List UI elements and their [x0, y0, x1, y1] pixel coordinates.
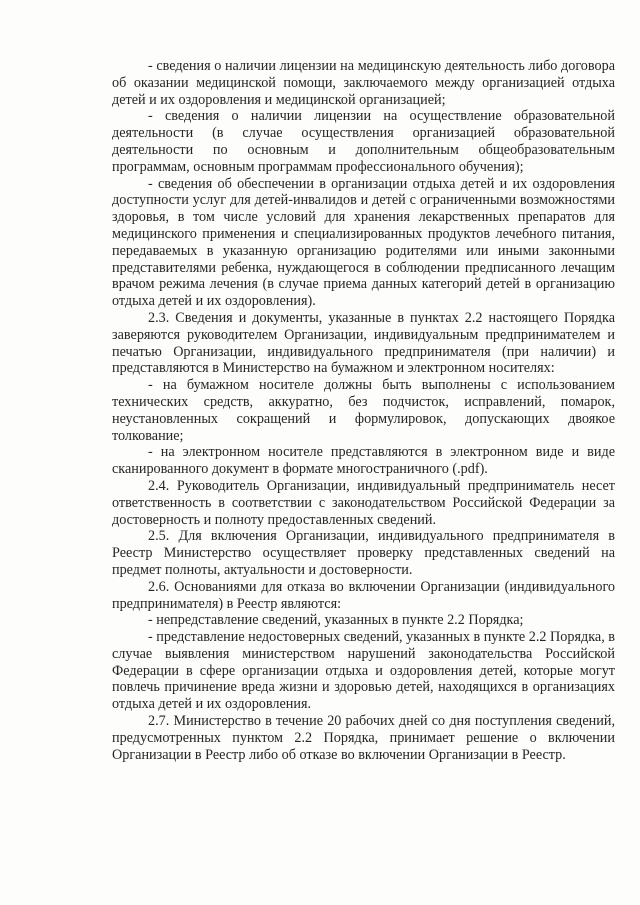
- paragraph-medical-license: - сведения о наличии лицензии на медицинскую деятельность либо договора об оказании медицинской помощи, заключаемого между организацией отдыха детей и их оздоровления и медицинской организацией;: [112, 58, 615, 108]
- paragraph-refusal-reason-1: - непредставление сведений, указанных в пункте 2.2 Порядка;: [148, 612, 524, 629]
- paragraph-section-2-5: 2.5. Для включения Организации, индивидуального предпринимателя в Реестр Министерство осуществляет проверку представленных сведений на предмет полноты, актуальности и достоверности.: [112, 528, 615, 578]
- paragraph-electronic-carrier: - на электронном носителе представляются в электронном виде и виде сканированного документ в формате многостраничного (.pdf).: [112, 444, 615, 478]
- paragraph-section-2-7: 2.7. Министерство в течение 20 рабочих дней со дня поступления сведений, предусмотренных пунктом 2.2 Порядка, принимает решение о включении Организации в Реестр либо об отказе во включении Организации в Реестр.: [112, 713, 615, 763]
- paragraph-education-license: - сведения о наличии лицензии на осуществление образовательной деятельности (в случае осуществления организацией образовательной деятельности по основным и дополнительным общеобразовательным программам, основным программам профессионального обучения);: [112, 108, 615, 175]
- paragraph-refusal-reason-2: - представление недостоверных сведений, указанных в пункте 2.2 Порядка, в случае выявления министерством нарушений законодательства Российской Федерации в сфере организации отдыха и оздоровления детей, которые могут повлечь причинение вреда жизни и здоровью детей, находящихся в организациях отдыха детей и их оздоровления.: [112, 629, 615, 713]
- document-body: [112, 58, 615, 763]
- paragraph-section-2-4: 2.4. Руководитель Организации, индивидуальный предприниматель несет ответственность в соответствии с законодательством Российской Федерации за достоверность и полноту предоставленных сведений.: [112, 477, 615, 528]
- paragraph-section-2-6: 2.6. Основаниями для отказа во включении Организации (индивидуального предпринимателя) в Реестр являются:: [112, 578, 615, 612]
- paragraph-accessibility: - сведения об обеспечении в организации отдыха детей и их оздоровления доступности услуг для детей-инвалидов и детей с ограниченными возможностями здоровья, в том числе условий для хранения лекарственных препаратов для медицинского применения и специализированных продуктов лечебного питания, передаваемых в указанную организацию родителями или иными законными представителями ребенка, нуждающегося в соблюдении предписанного лечащим врачом режима лечения (в случае приема данных категорий детей в организацию отдыха детей и их оздоровления).: [112, 175, 615, 310]
- paragraph-section-2-3: 2.3. Сведения и документы, указанные в пунктах 2.2 настоящего Порядка заверяются руководителем Организации, индивидуальным предпринимателем и печатью Организации, индивидуального предпринимателя (при наличии) и представляются в Министерство на бумажном и электронном носителях:: [112, 309, 615, 377]
- paragraph-paper-carrier: - на бумажном носителе должны быть выполнены с использованием технических средств, аккуратно, без подчисток, исправлений, помарок, неустановленных сокращений и формулировок, допускающих двоякое толкование;: [112, 377, 615, 444]
